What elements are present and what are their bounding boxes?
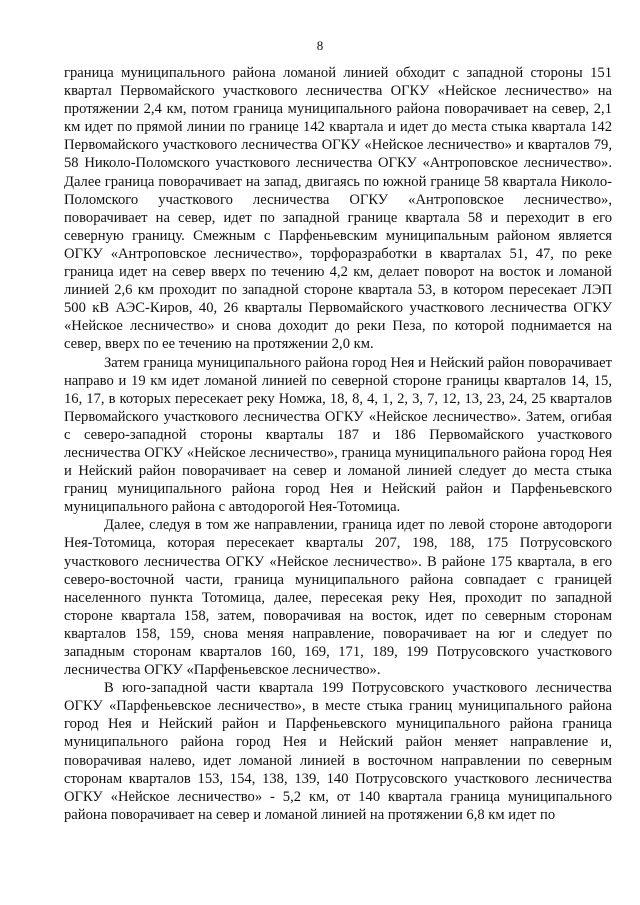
paragraph-3: Далее, следуя в том же направлении, граница идет по левой стороне автодороги Нея-Тотомица, которая пересекает кварталы 207, 198, 188, 175 Потрусовского участкового лесничества ОГКУ «Нейское лесничество». В районе 175 квартала, в его северо-восточной части, граница муниципального района совпадает с границей населенного пункта Тотомица, далее, пересекая реку Нея, проходит по западной стороне квартала 158, затем, поворачивая на восток, идет по северным сторонам кварталов 158, 159, снова меняя направление, поворачивает на юг и следует по западным сторонам кварталов 160, 169, 171, 189, 199 Потрусовского участкового лесничества ОГКУ «Парфеньевское лесничество».	[64, 517, 612, 679]
paragraph-4: В юго-западной части квартала 199 Потрусовского участкового лесничества ОГКУ «Парфеньевское лесничество», в месте стыка границ муниципального района город Нея и Нейский район и Парфеньевского муниципального района граница муниципального района город Нея и Нейский район меняет направление и, поворачивая налево, идет ломаной линией в восточном направлении по северным сторонам кварталов 153, 154, 138, 139, 140 Потрусовского участкового лесничества ОГКУ «Нейское лесничество» - 5,2 км, от 140 квартала граница муниципального района поворачивает на север и ломаной линией на протяжении 6,8 км идет по	[64, 680, 612, 823]
paragraph-1: граница муниципального района ломаной линией обходит с западной стороны 151 квартал Первомайского участкового лесничества ОГКУ «Нейское лесничество» на протяжении 2,4 км, потом граница муниципального района поворачивает на север, 2,1 км идет по прямой линии по границе 142 квартала и идет до места стыка квартала 142 Первомайского участкового лесничества ОГКУ «Нейское лесничество» и кварталов 79, 58 Николо-Поломского участкового лесничества ОГКУ «Антроповское лесничество». Далее граница поворачивает на запад, двигаясь по южной границе 58 квартала Николо-Поломского участкового лесничества ОГКУ «Антроповское лесничество», поворачивает на север, идет по западной границе квартала 58 и переходит в его северную границу. Смежным с Парфеньевским муниципальным районом является ОГКУ «Антроповское лесничество», торфоразработки в кварталах 51, 47, по реке граница идет на север вверх по течению 4,2 км, делает поворот на восток и ломаной линией 2,6 км проходит по западной стороне квартала 53, в котором пересекает ЛЭП 500 кВ АЭС-Киров, 40, 26 кварталы Первомайского участкового лесничества ОГКУ «Нейское лесничество» и снова доходит до реки Пеза, по которой поднимается на север, вверх по ее течению на протяжении 2,0 км.	[64, 65, 612, 353]
page-number: 8	[316, 38, 324, 53]
document-body	[64, 64, 612, 824]
paragraph-2: Затем граница муниципального района город Нея и Нейский район поворачивает направо и 19 км идет ломаной линией по северной стороне границы кварталов 14, 15, 16, 17, в которых пересекает реку Номжа, 18, 8, 4, 1, 2, 3, 7, 12, 13, 23, 24, 25 кварталов Первомайского участкового лесничества ОГКУ «Нейское лесничество». Затем, огибая с северо-западной стороны кварталы 187 и 186 Первомайского участкового лесничества ОГКУ «Нейское лесничество», граница муниципального района город Нея и Нейский район поворачивает на север и ломаной линией следует до места стыка границ муниципального района город Нея и Нейский район и Парфеньевского муниципального района с автодорогой Нея-Тотомица.	[64, 354, 612, 516]
